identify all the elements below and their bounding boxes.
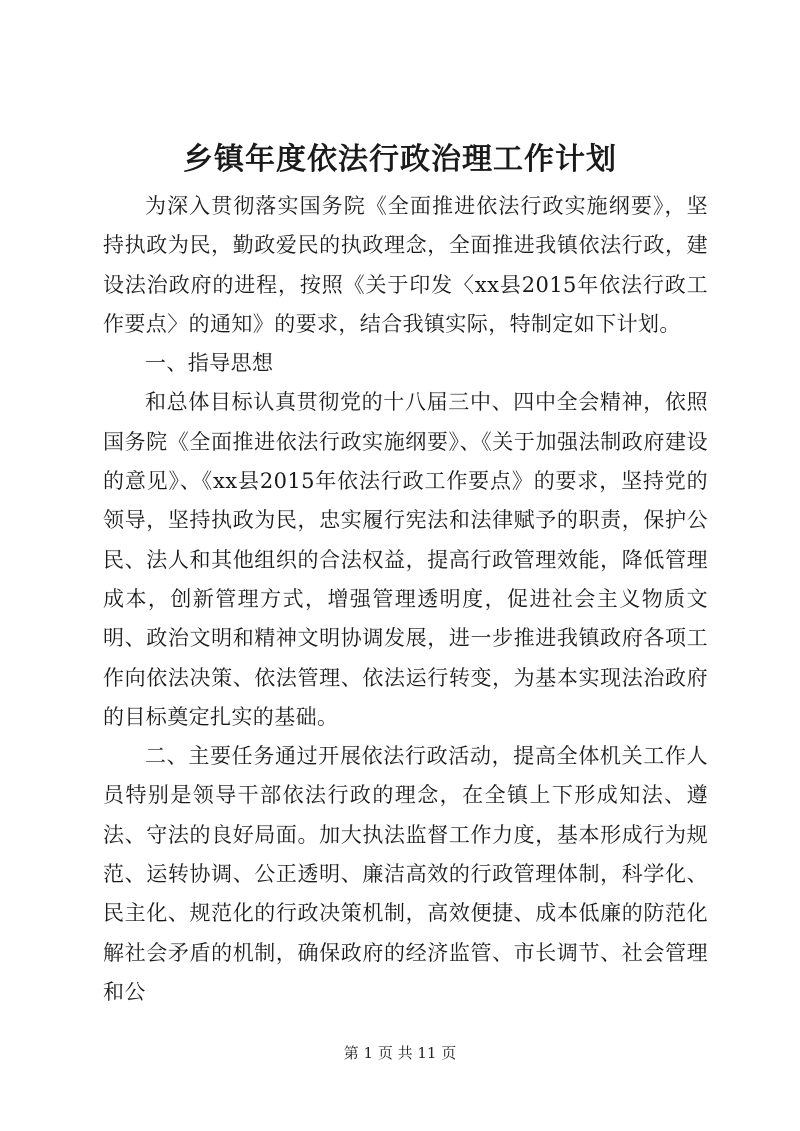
main-tasks-paragraph: 二、主要任务通过开展依法行政活动，提高全体机关工作人员特别是领导干部依法行政的理念，在全镇上下形成知法、遵法、守法的良好局面。加大执法监督工作力度，基本形成行为规范、运转协调、公正透明、廉洁高效的行政管理体制，科学化、民主化、规范化的行政决策机制，高效便捷、成本低廉的防范化解社会矛盾的机制，确保政府的经济监管、市长调节、社会管理和公: [103, 744, 708, 1004]
page-footer: 第 1 页 共 11 页: [343, 1044, 457, 1062]
document-body: [103, 187, 708, 1012]
guiding-ideology-paragraph: 和总体目标认真贯彻党的十八届三中、四中全会精神，依照国务院《全面推进依法行政实施纲要》、《关于加强法制政府建设的意见》、《xx县2015年依法行政工作要点》的要求，坚持党的领导，坚持执政为民，忠实履行宪法和法律赋予的职责，保护公民、法人和其他组织的合法权益，提高行政管理效能，降低管理成本，创新管理方式，增强管理透明度，促进社会主义物质文明、政治文明和精神文明协调发展，进一步推进我镇政府各项工作向依法决策、依法管理、依法运行转变，为基本实现法治政府的目标奠定扎实的基础。: [103, 390, 708, 729]
section-heading-guiding-ideology: 一、指导思想: [145, 351, 274, 376]
document-title: 乡镇年度依法行政治理工作计划: [183, 142, 617, 177]
intro-paragraph: 为深入贯彻落实国务院《全面推进依法行政实施纲要》，坚持执政为民，勤政爱民的执政理念，全面推进我镇依法行政，建设法治政府的进程，按照《关于印发〈xx县2015年依法行政工作要点〉的通知》的要求，结合我镇实际，特制定如下计划。: [103, 194, 708, 336]
